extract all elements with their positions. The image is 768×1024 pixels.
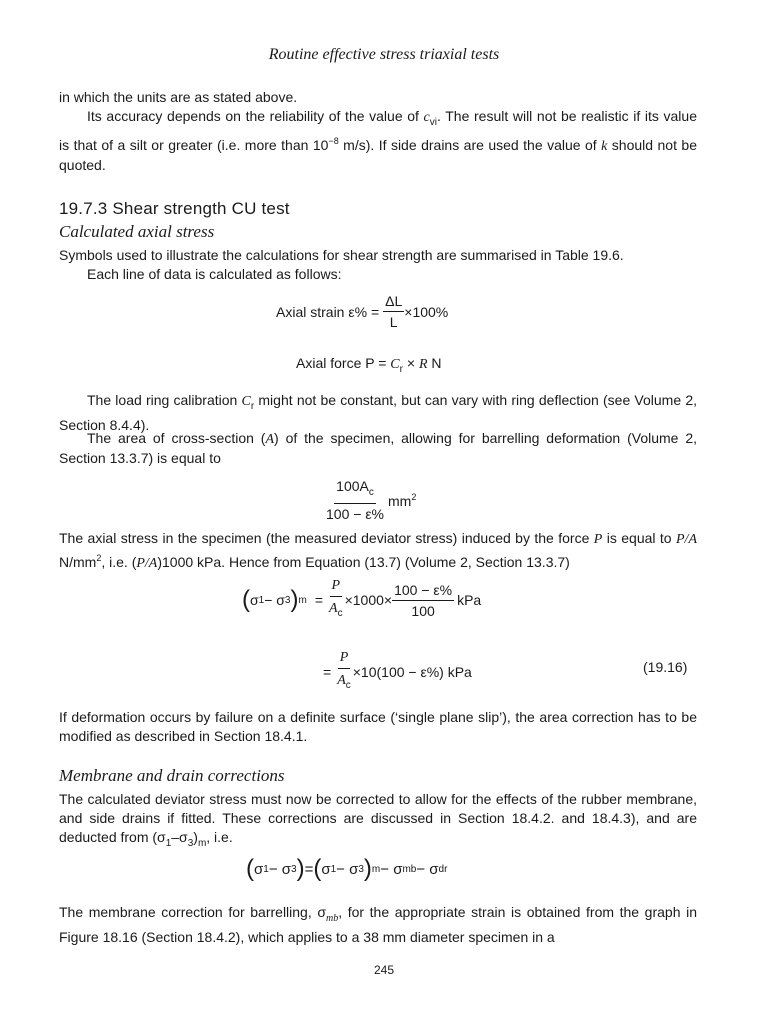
equation-deviator-stress: ( σ 1 − σ 3 ) m = $\frac{P}{A_c}$ ×1000× $\frac{100 - \varepsilon\%}{100}$ kPa <box>242 577 481 623</box>
eq-strain-lhs: Axial strain ε% = <box>276 303 380 320</box>
paragraph-load-ring: The load ring calibration $C_r$ might not be constant, but can vary with ring deflection (see Volume 2, Section 8.4.4). <box>59 392 697 433</box>
section-heading: 19.7.3 Shear strength CU test <box>59 199 290 218</box>
subheading-axial-stress: Calculated axial stress <box>59 222 215 241</box>
equation-axial-force: Axial force $P = C_r \times R$ N <box>296 355 442 375</box>
eq2-fraction-p-over-a: $\frac{P}{A_c}$ <box>337 650 351 691</box>
eq1-fraction-strain: $\frac{100 - \varepsilon\%}{100}$ <box>394 581 453 619</box>
equation-area <box>324 477 416 523</box>
eq-area-unit: $mm^2$ <box>388 491 417 509</box>
eq-strain-fraction <box>383 292 404 331</box>
subheading-membrane: Membrane and drain corrections <box>59 766 285 785</box>
paragraph-accuracy: Its accuracy depends on the reliability of the value of $c_{vi}$. The result will not be realistic if its value is that of a silt or greater (i.e. more than $10^{-8}$ m/s). If side drains are used the value of k should not be quoted. <box>59 108 698 173</box>
eq-strain-numerator: ΔL <box>383 292 404 312</box>
paragraph-symbols: Symbols used to illustrate the calculations for shear strength are summarised in Table 19.6. <box>59 247 624 263</box>
paragraph-each-line: Each line of data is calculated as follows: <box>87 266 342 282</box>
paragraph-membrane: The calculated deviator stress must now be corrected to allow for the effects of the rubber membrane, and side drains if fitted. These corrections are discussed in Section 18.4.2. and 18.4.3), and are deducted from $(\sigma_1-\sigma_3)_m$, i.e. <box>59 791 697 849</box>
equation-corrected-stress: ( σ 1 − σ 3 ) = ( σ 1 − σ 3 ) m − σ mb − σ dr <box>246 855 448 882</box>
page-number: 245 <box>373 963 395 977</box>
equation-deviator-simplified: = $\frac{P}{A_c}$ ×10(100 − ε%) kPa <box>323 649 472 695</box>
eq-area-numerator: $100A_c$ <box>334 477 376 504</box>
eq1-fraction-p-over-a: $\frac{P}{A_c}$ <box>329 578 343 619</box>
eq-strain-rhs: ×100% <box>404 303 449 320</box>
paragraph-area: The area of cross-section (A) of the specimen, allowing for barrelling deformation (Volume 2, Section 13.3.7) is equal to <box>59 430 698 466</box>
equation-number: (19.16) <box>643 659 688 675</box>
equation-axial-strain <box>276 292 448 331</box>
paragraph-axial-stress: The axial stress in the specimen (the measured deviator stress) induced by the force P is equal to P/A $N/mm^2$, i.e. (P/A)1000 kPa. Hence from Equation (13.7) (Volume 2, Section 13.3.7) <box>59 530 697 571</box>
eq-area-fraction <box>324 477 386 523</box>
paragraph-units: in which the units are as stated above. <box>59 89 298 105</box>
paragraph-deformation: If deformation occurs by failure on a definite surface (‘single plane slip’), the area correction has to be modified as described in Section 18.4.1. <box>59 709 697 744</box>
running-header: Routine effective stress triaxial tests <box>268 46 500 63</box>
eq-strain-denominator: L <box>389 314 398 330</box>
paragraph-membrane-correction: The membrane correction for barrelling, $\sigma_{mb}$, for the appropriate strain is obtained from the graph in Figure 18.16 (Section 18.4.2), which applies to a 38 mm diameter specimen in a <box>59 904 697 945</box>
eq-area-denominator: 100 − ε% <box>326 506 385 522</box>
